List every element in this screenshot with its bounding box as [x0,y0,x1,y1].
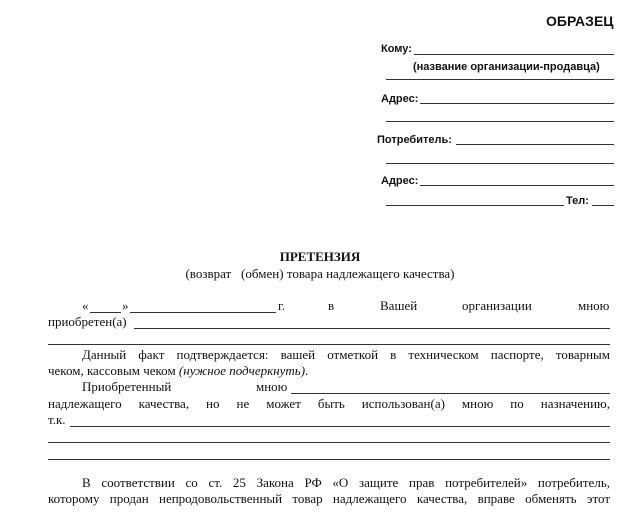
to-line [414,54,614,55]
reason-line-2 [48,442,610,443]
claim-subtitle: (возврат (обмен) товара надлежащего качества) [185,266,455,281]
word-mnoyu: мною [578,298,610,313]
claim-title: ПРЕТЕНЗИЯ [279,249,361,264]
address2-line [420,185,614,186]
reason-line [70,426,610,427]
phone-line [592,205,614,206]
word-vashey: Вашей [380,298,418,313]
address1-line [420,103,614,104]
para1-line2 [48,363,308,379]
purchased-label: приобретен(а) [48,314,127,329]
month-line [130,312,276,313]
consumer-label: Потребитель: [377,134,452,146]
org-line [386,79,614,80]
consumer-line-2 [386,163,614,164]
para2-word2: мною [256,379,288,394]
para3-line1: В соответствии со ст. 25 Закона РФ «О защите прав потребителей» потребитель, [82,475,610,490]
para2-line2: надлежащего качества, но не может быть использован(а) мною по назначению, [48,396,610,411]
purchased-line-2 [48,344,610,345]
phone-label: Тел: [566,195,589,207]
word-organizacii: организации [462,298,532,313]
sample-label: ОБРАЗЕЦ [546,13,614,29]
para3-line2: которому продан непродовольственный товар надлежащего качества, вправе обменять этот [48,491,610,506]
org-hint: (название организации-продавца) [413,61,600,73]
address1-line-2 [386,121,614,122]
para1-line2-italic: (нужное подчеркнуть) [178,363,306,378]
address1-label: Адрес: [381,93,419,105]
quote-open: « [82,298,89,313]
phone-prefix-line [386,205,564,206]
quote-close: » [122,298,129,313]
para1-line2-end: . [305,363,309,378]
para2-line3-prefix: т.к. [48,412,66,427]
day-line [90,312,121,313]
consumer-line [456,144,614,145]
para1-line1: Данный факт подтверждается: вашей отметкой в техническом паспорте, товарным [82,347,610,362]
reason-line-3 [48,459,610,460]
para1-line2-start: чеком, кассовым чеком [48,363,179,378]
word-v: в [328,298,335,313]
to-label: Кому: [381,43,412,55]
purchased-line [134,328,610,329]
item-line [291,393,610,394]
address2-label: Адрес: [381,175,419,187]
year-suffix: г. [278,298,286,313]
para2-word1: Приобретенный [82,379,172,394]
